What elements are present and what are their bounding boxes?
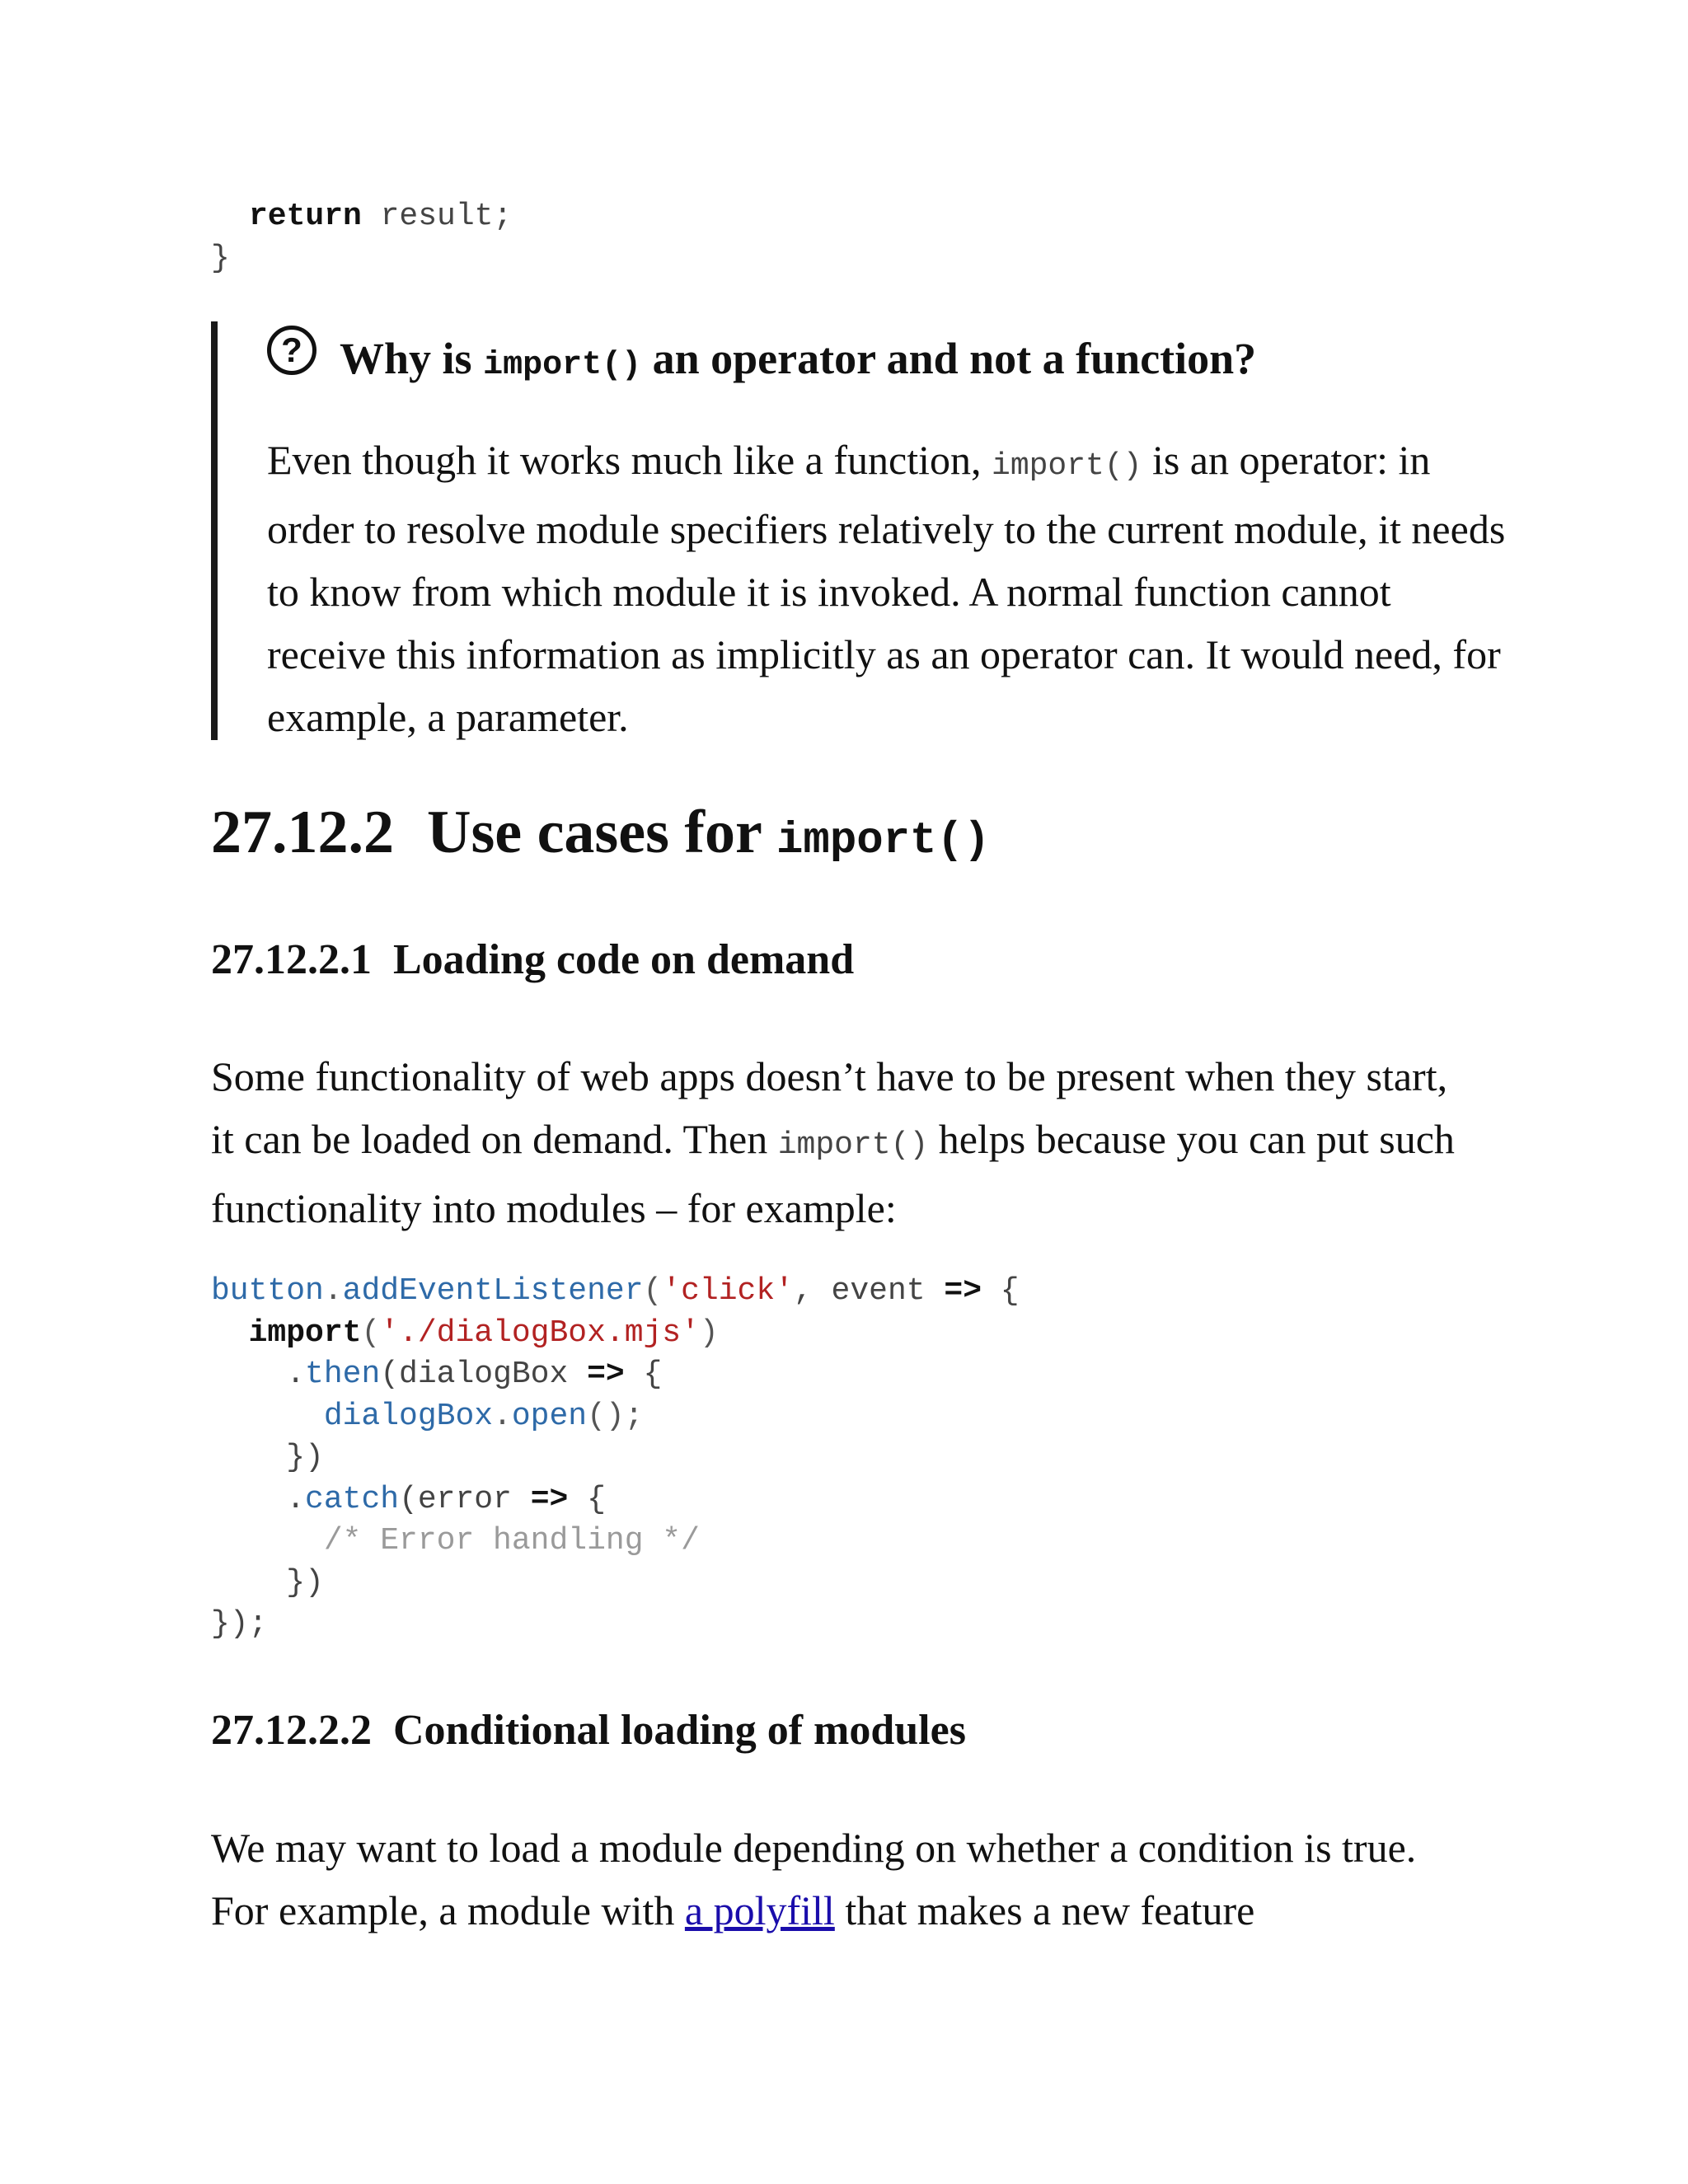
code-text: (error xyxy=(399,1481,531,1517)
code-text: { xyxy=(624,1357,663,1392)
code-text: ) xyxy=(699,1315,719,1351)
inline-code: import() xyxy=(777,1127,929,1163)
code-keyword: return xyxy=(249,199,362,234)
code-text: { xyxy=(568,1481,606,1517)
code-text: . xyxy=(211,1481,306,1517)
subsection-number: 27.12.2.2 xyxy=(211,1707,372,1754)
code-text: { xyxy=(982,1273,1020,1309)
section-heading xyxy=(211,787,990,887)
code-indent xyxy=(211,1399,324,1434)
code-text: . xyxy=(211,1357,306,1392)
subsection-heading-conditional xyxy=(211,1698,966,1764)
subsection-title: Loading code on demand xyxy=(393,936,855,983)
code-block-example xyxy=(211,1271,1020,1646)
paragraph-text: that makes a new feature xyxy=(834,1887,1255,1933)
code-string: 'click' xyxy=(662,1273,794,1309)
code-text: }) xyxy=(211,1440,324,1475)
code-text: , event xyxy=(793,1273,945,1309)
code-text: (); xyxy=(587,1398,644,1434)
section-title: Use cases for xyxy=(427,799,777,866)
code-method: addEventListener xyxy=(342,1273,644,1309)
subsection-heading-loading xyxy=(211,927,854,993)
inline-code: import() xyxy=(992,448,1142,484)
code-indent xyxy=(211,1523,324,1558)
code-text: } xyxy=(211,240,230,276)
section-number: 27.12.2 xyxy=(211,799,394,866)
callout-title-text: an operator and not a function? xyxy=(641,334,1257,383)
code-text: }); xyxy=(211,1606,268,1642)
paragraph-text: helps because you can put such functionality into modules – for example: xyxy=(211,1116,1455,1231)
callout-body-text: is an operator: in order to resolve module specifiers relatively to the current module, it needs to know from which module it is invoked. A normal function cannot receive this information as implicitly as an operator can. It would need, for example, a parameter. xyxy=(267,437,1506,740)
code-block-top xyxy=(211,196,512,279)
code-text: ( xyxy=(643,1273,663,1309)
code-string: './dialogBox.mjs' xyxy=(380,1315,700,1351)
code-method: open xyxy=(511,1398,588,1434)
question-callout xyxy=(211,321,1506,740)
code-identifier: button xyxy=(211,1273,324,1309)
code-keyword: import xyxy=(248,1315,362,1351)
code-text: ( xyxy=(361,1315,381,1351)
callout-body-text: Even though it works much like a function, xyxy=(267,437,992,483)
code-text: . xyxy=(493,1398,512,1434)
paragraph-text: We may want to load a module depending on whether a condition is true. For example, a module with xyxy=(211,1825,1417,1933)
callout-title xyxy=(267,321,1256,403)
paragraph-text: Some functionality of web apps doesn’t have to be present when they start, it can be loaded on demand. Then xyxy=(211,1053,1448,1162)
inline-code: import() xyxy=(776,816,991,866)
code-method: catch xyxy=(305,1481,400,1517)
code-text: }) xyxy=(211,1564,324,1601)
callout-title-text: Why is xyxy=(340,334,484,383)
subsection-number: 27.12.2.1 xyxy=(211,936,372,983)
code-comment: /* Error handling */ xyxy=(323,1523,700,1558)
code-text: . xyxy=(323,1273,343,1309)
code-keyword: => xyxy=(530,1481,569,1517)
code-method: then xyxy=(305,1357,381,1392)
code-text: result; xyxy=(361,199,513,234)
code-text: (dialogBox xyxy=(380,1357,588,1392)
code-keyword: => xyxy=(944,1273,982,1309)
paragraph-conditional xyxy=(211,1816,1480,1942)
callout-body xyxy=(267,429,1520,748)
inline-code: import() xyxy=(483,347,642,384)
code-keyword: => xyxy=(587,1357,625,1392)
code-indent xyxy=(211,1315,249,1351)
code-identifier: dialogBox xyxy=(323,1398,494,1434)
subsection-title: Conditional loading of modules xyxy=(393,1707,966,1754)
polyfill-link[interactable]: a polyfill xyxy=(684,1887,835,1933)
question-circle-icon: ? xyxy=(267,326,316,375)
paragraph-loading xyxy=(211,1045,1480,1240)
